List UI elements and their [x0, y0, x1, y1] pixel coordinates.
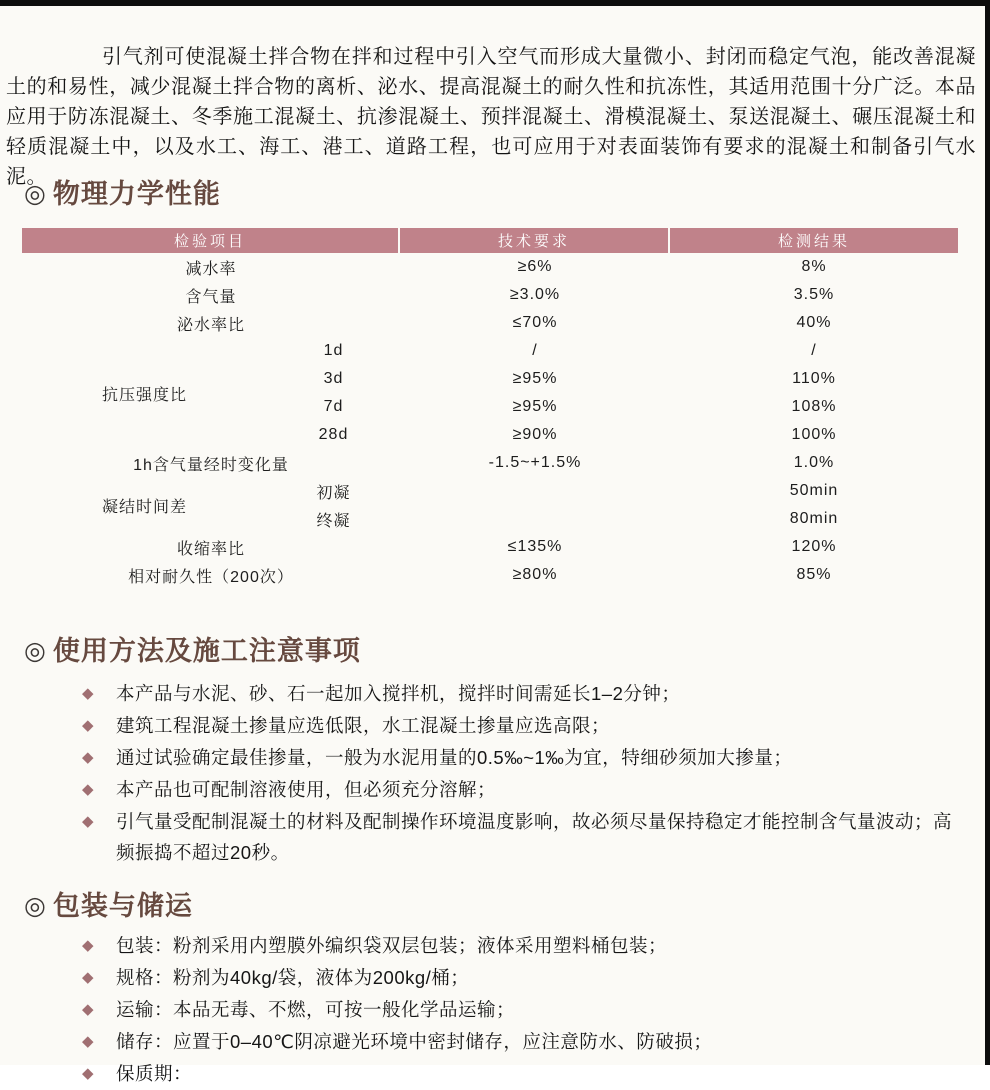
- cell-item: 泌水率比: [177, 316, 246, 334]
- list-item: [80, 710, 952, 741]
- cell-item: 1h含气量经时变化量: [133, 456, 289, 474]
- intro-paragraph: 引气剂可使混凝土拌合物在拌和过程中引入空气而形成大量微小、封闭而稳定气泡，能改善混凝土的和易性，减少混凝土拌合物的离析、泌水、提高混凝土的耐久性和抗冻性，其适用范围十分广泛。本品应用于防冻混凝土、冬季施工混凝土、抗渗混凝土、预拌混凝土、滑模混凝土、泵送混凝土、碾压混凝土和轻质混凝土中，以及水工、海工、港工、道路工程，也可应用于对表面装饰有要求的混凝土和制备引气水泥。: [6, 46, 976, 188]
- diamond-bullet-icon: ◆: [82, 1001, 95, 1018]
- cell-requirement: /: [532, 342, 538, 359]
- diamond-bullet-icon: ◆: [82, 1033, 95, 1050]
- list-item-text: 规格：粉剂为40kg/袋，液体为200kg/桶；: [116, 967, 470, 988]
- cell-result: 85%: [796, 566, 832, 583]
- cell-requirement: ≤70%: [512, 314, 558, 331]
- list-item-text: 引气量受配制混凝土的材料及配制操作环境温度影响，故必须尽量保持稳定才能控制含气量波动；高频振捣不超过20秒。: [116, 811, 953, 863]
- cell-result: 40%: [796, 314, 832, 331]
- cell-sub-item: 初凝: [316, 484, 351, 502]
- cell-result: 120%: [791, 538, 837, 555]
- cell-result: 80min: [789, 510, 839, 527]
- cell-result: 108%: [791, 398, 837, 415]
- section-heading-physical: [24, 172, 221, 211]
- cell-item: 收缩率比: [177, 540, 246, 558]
- diamond-bullet-icon: ◆: [82, 813, 95, 830]
- cell-requirement: ≥6%: [517, 258, 553, 275]
- cell-requirement: ≥3.0%: [509, 286, 561, 303]
- physical-properties-table: [22, 228, 958, 589]
- col-header-requirement: 技术要求: [400, 228, 670, 253]
- section-marker-icon: ◎: [24, 637, 47, 665]
- table-row: [22, 309, 958, 337]
- cell-sub-item: 终凝: [316, 512, 351, 530]
- packaging-list: [80, 930, 952, 1090]
- cell-result: 100%: [791, 426, 837, 443]
- scan-border-top: [0, 0, 990, 6]
- list-item: [80, 1026, 952, 1057]
- diamond-bullet-icon: ◆: [82, 781, 95, 798]
- list-item-text: 储存：应置于0–40℃阴凉避光环境中密封储存，应注意防水、防破损；: [116, 1031, 713, 1052]
- cell-item: 减水率: [185, 260, 237, 278]
- list-item: [80, 962, 952, 993]
- list-item: [80, 994, 952, 1025]
- list-item-text: 保质期：: [116, 1063, 193, 1084]
- cell-item: 相对耐久性（200次）: [128, 568, 294, 586]
- section-heading-usage: [24, 629, 361, 668]
- section-marker-icon: ◎: [24, 180, 47, 208]
- cell-result: 3.5%: [793, 286, 835, 303]
- cell-group-label: 抗压强度比: [101, 386, 187, 404]
- table-row: [22, 281, 958, 309]
- diamond-bullet-icon: ◆: [82, 969, 95, 986]
- cell-item: 含气量: [185, 288, 237, 306]
- cell-requirement: ≥80%: [512, 566, 558, 583]
- diamond-bullet-icon: ◆: [82, 937, 95, 954]
- cell-result: 50min: [789, 482, 839, 499]
- list-item-text: 本产品也可配制溶液使用，但必须充分溶解；: [116, 779, 497, 800]
- table-row: [22, 561, 958, 589]
- cell-requirement: -1.5~+1.5%: [488, 454, 582, 471]
- cell-requirement: [400, 477, 670, 533]
- cell-sub-item: 28d: [318, 426, 349, 443]
- cell-result: 110%: [792, 370, 836, 387]
- section-title: 使用方法及施工注意事项: [52, 636, 361, 666]
- list-item: [80, 742, 952, 773]
- col-header-item: 检验项目: [22, 228, 400, 253]
- list-item: [80, 806, 952, 868]
- table-header-row: [22, 228, 958, 253]
- diamond-bullet-icon: ◆: [82, 717, 95, 734]
- cell-sub-item: 3d: [323, 370, 344, 387]
- col-header-result: 检测结果: [670, 228, 958, 253]
- cell-result: 8%: [801, 258, 827, 275]
- table-row: [22, 337, 958, 365]
- cell-requirement: ≤135%: [507, 538, 563, 555]
- list-item-text: 运输：本品无毒、不燃，可按一般化学品运输；: [116, 999, 516, 1020]
- table-row: [22, 477, 958, 505]
- cell-requirement: ≥95%: [512, 370, 558, 387]
- usage-list: [80, 678, 952, 869]
- cell-result: 1.0%: [793, 454, 835, 471]
- list-item-text: 通过试验确定最佳掺量，一般为水泥用量的0.5‰~1‰为宜，特细砂须加大掺量；: [116, 747, 793, 768]
- list-item-text: 包装：粉剂采用内塑膜外编织袋双层包装；液体采用塑料桶包装；: [116, 935, 668, 956]
- cell-group-label: 凝结时间差: [101, 498, 187, 516]
- diamond-bullet-icon: ◆: [82, 749, 95, 766]
- table-row: [22, 533, 958, 561]
- list-item: [80, 774, 952, 805]
- cell-requirement: ≥90%: [512, 426, 558, 443]
- section-title: 物理力学性能: [52, 179, 221, 209]
- list-item-clipped: [80, 1058, 952, 1089]
- list-item: [80, 678, 952, 709]
- diamond-bullet-icon: ◆: [82, 1065, 95, 1082]
- cell-sub-item: 1d: [323, 342, 344, 359]
- cell-requirement: ≥95%: [512, 398, 558, 415]
- table-row: [22, 253, 958, 281]
- list-item: [80, 930, 952, 961]
- section-marker-icon: ◎: [24, 892, 47, 920]
- cell-result: /: [811, 342, 817, 359]
- list-item-text: 本产品与水泥、砂、石一起加入搅拌机，搅拌时间需延长1–2分钟；: [116, 683, 681, 704]
- section-title: 包装与储运: [52, 891, 193, 921]
- scan-border-right: [985, 0, 990, 1065]
- cell-sub-item: 7d: [323, 398, 344, 415]
- list-item-text: 建筑工程混凝土掺量应选低限，水工混凝土掺量应选高限；: [116, 715, 611, 736]
- diamond-bullet-icon: ◆: [82, 685, 95, 702]
- table-row: [22, 449, 958, 477]
- section-heading-packaging: [24, 884, 193, 923]
